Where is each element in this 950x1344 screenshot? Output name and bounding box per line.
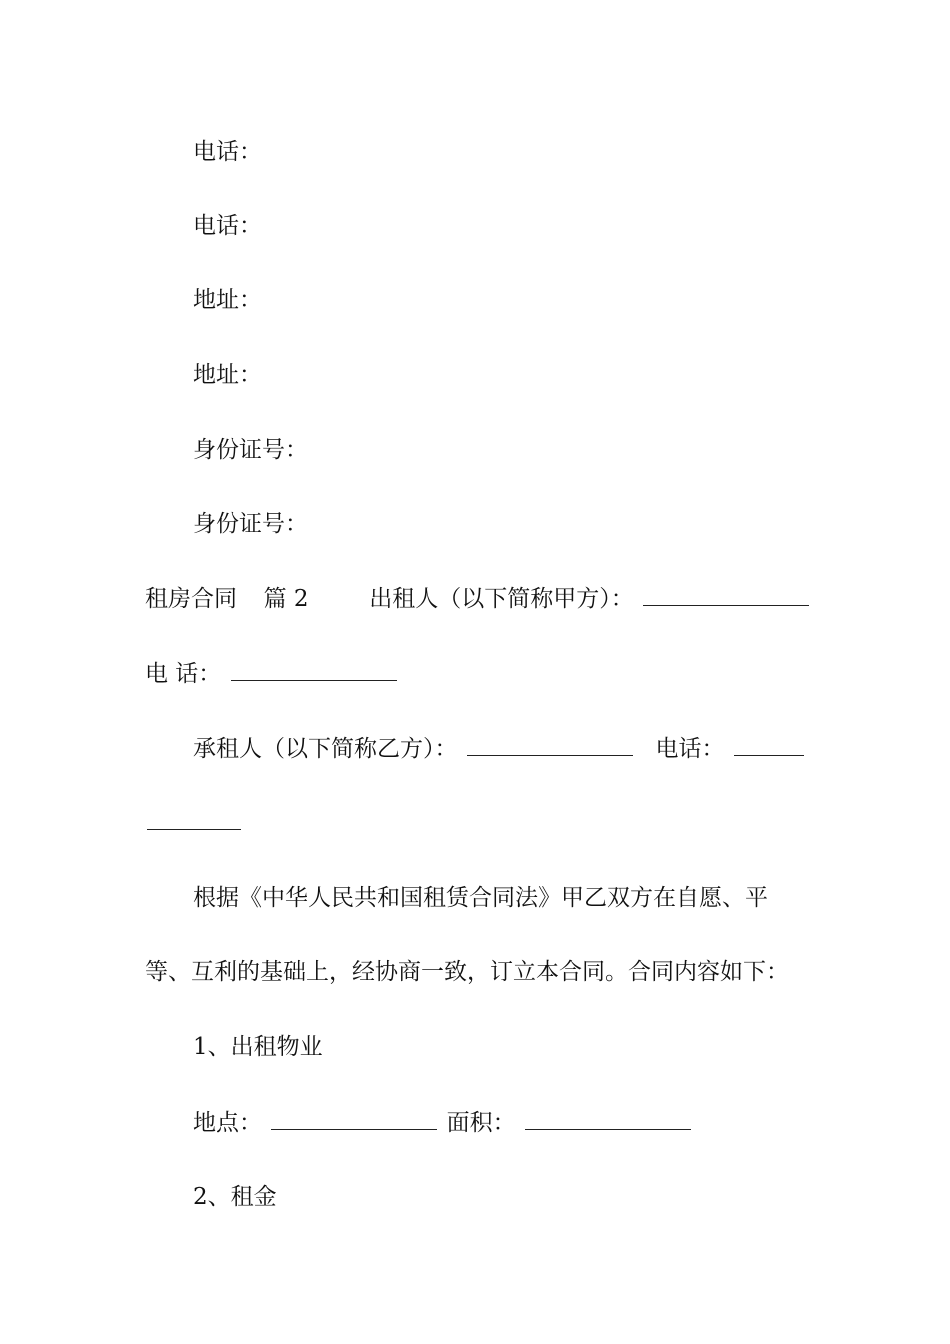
contract-heading-line	[145, 584, 811, 614]
para1-line1: 根据《中华人民共和国租赁合同法》甲乙双方在自愿、平	[193, 885, 768, 911]
lessee-phone-continuation	[145, 808, 243, 838]
phone-label-1: 电话：	[193, 139, 262, 165]
lessee-phone-label: 电话：	[655, 736, 725, 762]
phone-label-2: 电话：	[193, 213, 262, 239]
lessor-phone-line	[145, 659, 399, 689]
id-number-label-1: 身份证号：	[193, 437, 308, 463]
para1-line2: 等、互利的基础上，经协商一致，订立本合同。合同内容如下：	[145, 959, 789, 985]
contract-part: 篇 2	[263, 586, 309, 612]
lessor-label: 出租人（以下简称甲方）：	[369, 586, 634, 612]
location-blank	[271, 1109, 437, 1130]
lessee-label: 承租人（以下简称乙方）：	[193, 736, 458, 762]
lessee-phone-blank-end	[147, 809, 241, 830]
lessee-phone-blank-start	[734, 735, 804, 756]
lessor-phone-label: 电 话：	[145, 661, 222, 687]
area-blank	[525, 1109, 691, 1130]
location-label: 地点：	[193, 1110, 262, 1136]
lessor-name-blank	[643, 585, 809, 606]
lessee-line	[193, 734, 806, 764]
lessor-phone-blank	[231, 660, 397, 681]
item1-heading: 1、出租物业	[193, 1034, 323, 1060]
contract-heading: 租房合同	[145, 586, 237, 612]
lessee-name-blank	[467, 735, 633, 756]
area-label: 面积：	[446, 1110, 516, 1136]
address-label-2: 地址：	[193, 362, 262, 388]
id-number-label-2: 身份证号：	[193, 511, 308, 537]
item2-heading: 2、租金	[193, 1184, 277, 1210]
address-label-1: 地址：	[193, 287, 262, 313]
location-area-line	[193, 1108, 693, 1138]
